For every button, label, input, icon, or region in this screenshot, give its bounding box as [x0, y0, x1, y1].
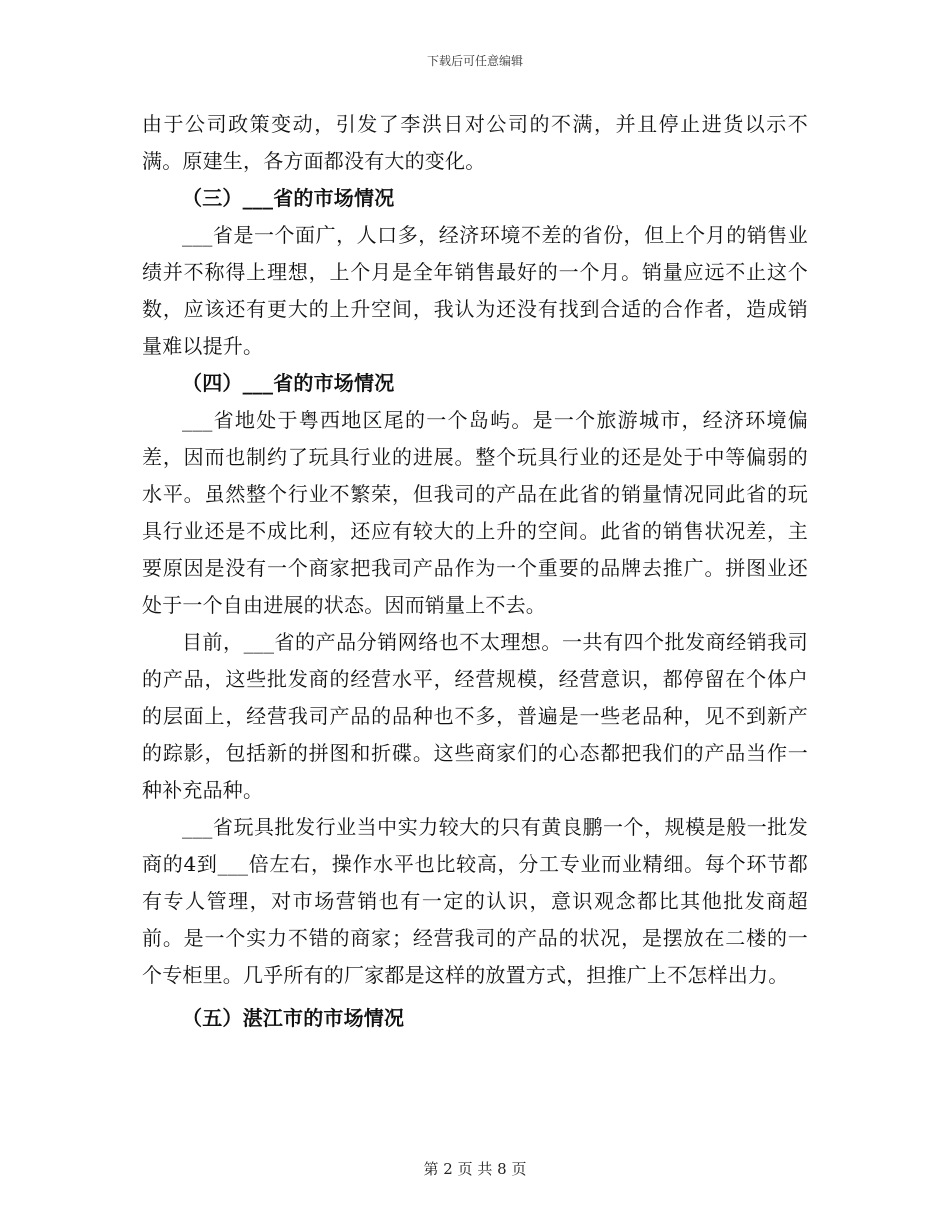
paragraph: 目前，___省的产品分销网络也不太理想。一共有四个批发商经销我司的产品，这些批发商的经营水平，经营规模，经营意识，都停留在个体户的层面上，经营我司产品的品种也不多，普遍是一些老品种，见不到新产的踪影，包括新的拼图和折碟。这些商家们的心态都把我们的产品当作一种补充品种。 — [142, 630, 808, 802]
page-footer: 第 2 页 共 8 页 — [423, 1160, 527, 1178]
paragraph: ___省玩具批发行业当中实力较大的只有黄良鹏一个，规模是般一批发商的4到___倍左右，操作水平也比较高，分工专业而业精细。每个环节都有专人管理，对市场营销也有一定的认识，意识观念都比其他批发商超前。是一个实力不错的商家；经营我司的产品的状况，是摆放在二楼的一个专柜里。几乎所有的厂家都是这样的放置方式，担推广上不怎样出力。 — [142, 815, 808, 987]
section-heading: （三）___省的市场情况 — [182, 186, 395, 210]
document-body — [142, 106, 808, 1037]
section-heading: （五）湛江市的市场情况 — [182, 1006, 405, 1030]
paragraph: ___省是一个面广，人口多，经济环境不差的省份，但上个月的销售业绩并不称得上理想，上个月是全年销售最好的一个月。销量应远不止这个数，应该还有更大的上升空间，我认为还没有找到合适的合作者，造成销量难以提升。 — [142, 223, 808, 358]
section-heading: （四）___省的市场情况 — [182, 371, 395, 395]
page-header: 下载后可任意编辑 — [426, 54, 523, 68]
paragraph: 由于公司政策变动，引发了李洪日对公司的不满，并且停止进货以示不满。原建生，各方面都没有大的变化。 — [142, 112, 808, 173]
paragraph: ___省地处于粤西地区尾的一个岛屿。是一个旅游城市，经济环境偏差，因而也制约了玩具行业的进展。整个玩具行业的还是处于中等偏弱的水平。虽然整个行业不繁荣，但我司的产品在此省的销量情况同此省的玩具行业还是不成比利，还应有较大的上升的空间。此省的销售状况差，主要原因是没有一个商家把我司产品作为一个重要的品牌去推广。拼图业还处于一个自由进展的状态。因而销量上不去。 — [142, 408, 808, 617]
